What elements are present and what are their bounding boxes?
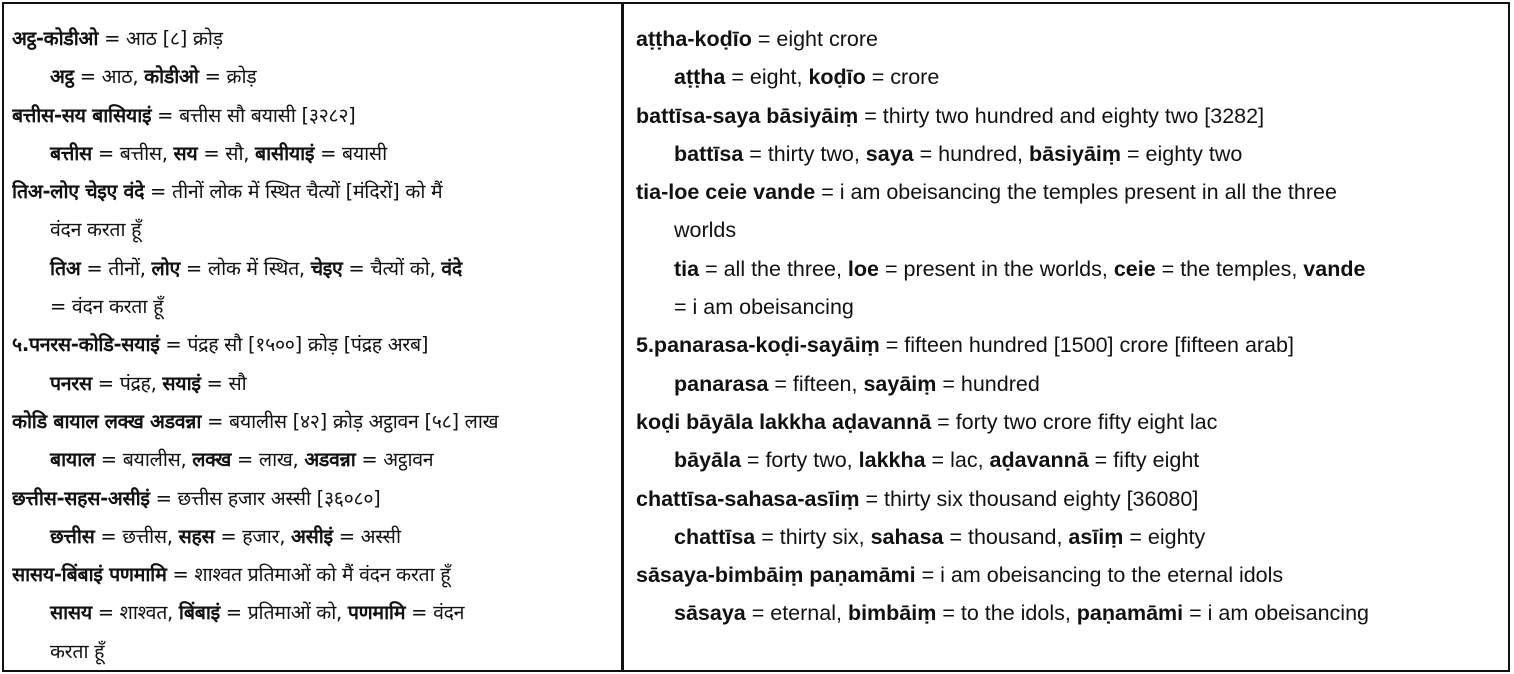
english-definition: = i am obeisancing the temples present in all the three: [815, 180, 1337, 205]
english-term: panarasa: [674, 371, 769, 396]
hindi-term: बत्तीस: [50, 141, 92, 165]
hindi-definition: = वंदन करता हूँ: [50, 295, 164, 319]
english-line: [636, 480, 1502, 518]
english-line: [636, 173, 1502, 211]
english-term: vande: [1303, 256, 1366, 281]
hindi-line: [12, 20, 615, 58]
hindi-line: [12, 250, 615, 288]
english-definition: = present in the worlds,: [878, 256, 1114, 281]
english-definition: = i am obeisancing to the eternal idols: [915, 563, 1284, 588]
hindi-definition: = अस्सी: [332, 524, 401, 548]
english-line: [636, 594, 1502, 632]
hindi-term: बायाल: [50, 448, 95, 472]
english-definition: = i am obeisancing: [1183, 601, 1370, 626]
hindi-term: लक्ख: [192, 448, 232, 472]
hindi-definition: = चैत्यों को,: [342, 256, 442, 280]
hindi-term: सहस: [178, 524, 215, 548]
hindi-headword: कोडि बायाल लक्ख अडवन्ना: [12, 409, 202, 433]
english-line: [636, 365, 1502, 403]
hindi-line: [12, 97, 615, 135]
english-term: tia-loe ceie vande: [636, 180, 816, 205]
english-column: [624, 4, 1508, 670]
english-line: [636, 403, 1502, 441]
hindi-definition: करता हूँ: [50, 639, 105, 663]
hindi-definition: = लाख,: [231, 448, 305, 472]
hindi-line: [12, 365, 615, 403]
english-term: aṭṭha-koḍīo: [636, 27, 752, 51]
english-definition: = crore: [865, 65, 940, 90]
hindi-term: सासय: [50, 601, 92, 625]
hindi-definition: = अट्ठावन: [355, 448, 434, 472]
hindi-line: [12, 556, 615, 594]
hindi-term: सयाइं: [162, 371, 201, 395]
english-definition: = lac,: [925, 448, 990, 473]
english-term: sayāiṃ: [863, 371, 937, 396]
english-term: battīsa-saya bāsiyāiṃ: [636, 103, 859, 128]
english-definition: = thirty six thousand eighty [36080]: [859, 486, 1199, 511]
hindi-line: [12, 135, 615, 173]
hindi-line: [12, 403, 615, 441]
english-definition: = thirty two,: [743, 141, 866, 166]
hindi-definition: = छत्तीस,: [94, 524, 179, 548]
hindi-headword: छत्तीस-सहस-असीइं: [12, 486, 150, 510]
hindi-line: [12, 518, 615, 556]
hindi-headword: ५.पनरस-कोडि-सयाइं: [12, 333, 160, 357]
hindi-line: [12, 173, 615, 211]
hindi-definition: = बत्तीस सौ बयासी [३२८२]: [151, 103, 356, 127]
english-term: bāsiyāiṃ: [1029, 141, 1122, 166]
english-term: 5.panarasa-koḍi-sayāiṃ: [636, 333, 880, 358]
english-definition: = to the idols,: [936, 601, 1077, 626]
english-line: [636, 211, 1502, 249]
english-definition: = fifteen hundred [1500] crore [fifteen arab]: [879, 333, 1294, 358]
hindi-term: असीइं: [291, 524, 333, 548]
english-term: chattīsa-sahasa-asīiṃ: [636, 486, 860, 511]
hindi-definition: = आठ [८] क्रोड़: [98, 27, 223, 50]
english-line: [636, 441, 1502, 479]
english-line: [636, 556, 1502, 594]
hindi-definition: = पंद्रह सौ [१५००] क्रोड़ [पंद्रह अरब]: [159, 333, 429, 357]
english-definition: = eighty: [1123, 524, 1206, 549]
english-definition: = all the three,: [699, 256, 848, 281]
hindi-headword: तिअ-लोए चेइए वंदे: [12, 180, 145, 204]
english-definition: = eighty two: [1121, 141, 1243, 166]
hindi-definition: = आठ,: [73, 65, 145, 89]
english-definition: = eternal,: [745, 601, 848, 626]
hindi-column: [4, 4, 624, 670]
english-definition: = forty two,: [740, 448, 859, 473]
english-definition: worlds: [674, 218, 737, 243]
english-line: [636, 58, 1502, 96]
hindi-term: पनरस: [50, 371, 92, 395]
hindi-definition: = सौ,: [197, 141, 256, 165]
hindi-definition: = बयालीस [४२] क्रोड़ अट्ठावन [५८] लाख: [201, 409, 499, 433]
english-line: [636, 97, 1502, 135]
english-term: chattīsa: [674, 524, 756, 549]
english-line: [636, 20, 1502, 58]
hindi-term: बिंबाइं: [178, 601, 220, 625]
hindi-line: [12, 211, 615, 249]
english-term: aḍavannā: [989, 448, 1089, 473]
hindi-definition: = बयासी: [314, 141, 387, 165]
english-definition: = i am obeisancing: [674, 295, 854, 320]
hindi-term: सय: [173, 141, 198, 165]
hindi-definition: = तीनों लोक में स्थित चैत्यों [मंदिरों] को मैं: [144, 180, 443, 204]
english-definition: = forty two crore fifty eight lac: [931, 409, 1218, 434]
english-term: battīsa: [674, 141, 744, 166]
hindi-line: [12, 326, 615, 364]
hindi-line: [12, 288, 615, 326]
glossary-table: [2, 2, 1510, 672]
hindi-term: लोए: [151, 256, 181, 280]
english-term: sāsaya: [674, 601, 746, 626]
hindi-headword: सासय-बिंबाइं पणमामि: [12, 563, 167, 587]
english-term: lakkha: [858, 448, 926, 473]
hindi-term: अट्ठ: [50, 65, 74, 89]
english-term: bāyāla: [674, 448, 741, 473]
hindi-definition: = क्रोड़: [198, 65, 257, 89]
hindi-term: वंदे: [441, 256, 462, 280]
hindi-headword: बत्तीस-सय बासियाइं: [12, 103, 152, 127]
english-term: koḍi bāyāla lakkha aḍavannā: [636, 409, 932, 434]
english-line: [636, 135, 1502, 173]
hindi-term: तिअ: [50, 256, 81, 280]
hindi-headword: अट्ठ-कोडीओ: [12, 27, 99, 50]
english-line: [636, 288, 1502, 326]
english-definition: = fifty eight: [1088, 448, 1200, 473]
english-term: loe: [847, 256, 879, 281]
english-term: koḍīo: [808, 65, 866, 90]
hindi-definition: = पंद्रह,: [91, 371, 163, 395]
english-term: ceie: [1113, 256, 1156, 281]
english-definition: = thirty two hundred and eighty two [3282]: [858, 103, 1265, 128]
english-definition: = hundred,: [913, 141, 1029, 166]
english-definition: = eight,: [725, 65, 809, 90]
hindi-definition: = हजार,: [214, 524, 292, 548]
hindi-definition: = बयालीस,: [94, 448, 193, 472]
hindi-term: पणमामि: [347, 601, 406, 625]
english-term: sahasa: [870, 524, 944, 549]
hindi-line: [12, 633, 615, 671]
english-term: tia: [674, 256, 700, 281]
hindi-definition: = छत्तीस हजार अस्सी [३६०८०]: [149, 486, 381, 510]
english-definition: = thirty six,: [755, 524, 871, 549]
english-line: [636, 250, 1502, 288]
english-term: aṭṭha: [674, 65, 726, 90]
hindi-definition: = शाश्वत प्रतिमाओं को मैं वंदन करता हूँ: [166, 563, 451, 587]
english-definition: = eight crore: [751, 27, 878, 51]
english-line: [636, 326, 1502, 364]
english-definition: = fifteen,: [768, 371, 864, 396]
english-definition: = hundred: [936, 371, 1040, 396]
english-definition: = the temples,: [1155, 256, 1304, 281]
english-line: [636, 518, 1502, 556]
hindi-line: [12, 480, 615, 518]
hindi-definition: = सौ: [200, 371, 247, 395]
english-term: bimbāiṃ: [847, 601, 937, 626]
hindi-line: [12, 58, 615, 96]
hindi-line: [12, 594, 615, 632]
english-definition: = thousand,: [943, 524, 1069, 549]
english-term: paṇamāmi: [1076, 601, 1184, 626]
hindi-definition: = लोक में स्थित,: [180, 256, 311, 280]
english-term: saya: [865, 141, 914, 166]
hindi-term: कोडीओ: [144, 65, 199, 89]
hindi-definition: = प्रतिमाओं को,: [219, 601, 348, 625]
english-term: asīiṃ: [1068, 524, 1124, 549]
hindi-term: चेइए: [310, 256, 343, 280]
hindi-definition: = शाश्वत,: [91, 601, 179, 625]
english-term: sāsaya-bimbāiṃ paṇamāmi: [636, 563, 916, 588]
hindi-term: अडवन्ना: [304, 448, 356, 472]
hindi-definition: वंदन करता हूँ: [50, 218, 142, 242]
hindi-line: [12, 441, 615, 479]
hindi-term: छत्तीस: [50, 524, 95, 548]
hindi-definition: = वंदन: [405, 601, 465, 625]
hindi-definition: = तीनों,: [80, 256, 152, 280]
hindi-term: बासीयाइं: [255, 141, 315, 165]
hindi-definition: = बत्तीस,: [91, 141, 174, 165]
